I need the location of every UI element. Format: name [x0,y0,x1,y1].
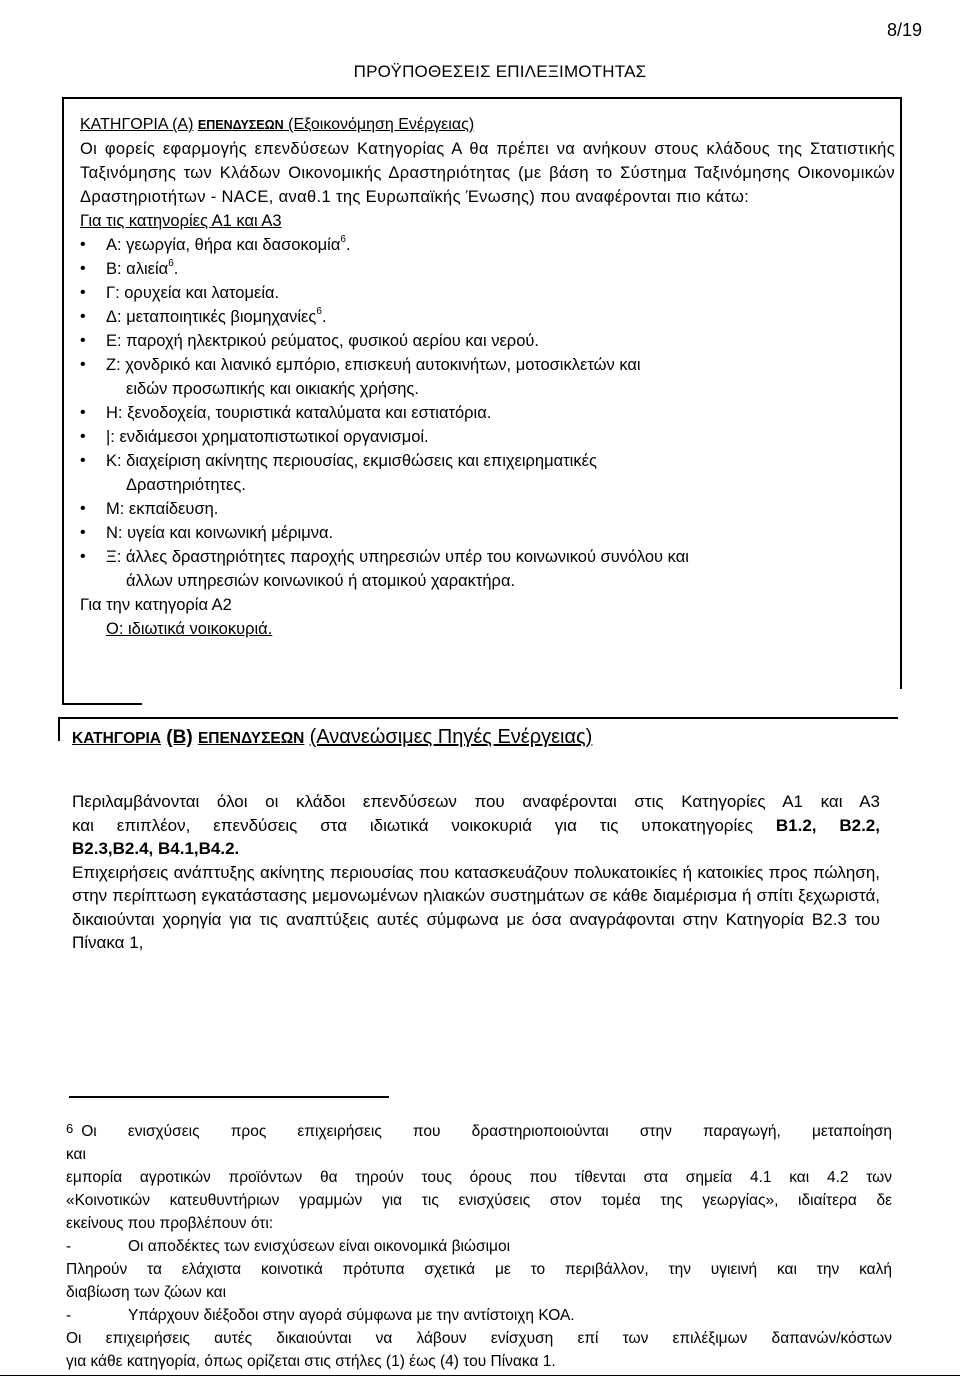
category-a-title-suffix: (Εξοικονόμηση Ενέργειας) [283,116,475,133]
footnote-line8: Οι επιχειρήσεις αυτές δικαιούνται να λάβουν ενίσχυση επί των επιλέξιμων δαπανών/κόστων [66,1330,892,1347]
nace-category-continuation: ειδών προσωπικής και οικιακής χρήσης. [126,380,419,398]
nace-category-end: . [321,308,327,326]
category-b-title-suffix: (Ανανεώσιμες Πηγές Ενέργειας) [309,726,593,748]
footnote-dash2-text: Υπάρχουν διέξοδοι στην αγορά σύμφωνα με την αντίστοιχη ΚΟΑ. [128,1307,575,1324]
nace-category-item [80,257,895,281]
nace-category-text: |: ενδιάμεσοι χρηματοπιστωτικοί οργανισμοί. [106,428,429,446]
category-b-frame-left [58,717,60,741]
nace-category-text: Α: γεωργία, θήρα και δασοκομία [106,236,341,254]
nace-category-item [80,353,895,401]
nace-category-item [80,401,895,425]
nace-category-list [80,233,895,593]
footnote-separator [69,1096,389,1098]
nace-category-text: Ζ: χονδρικό και λιανικό εμπόριο, επισκευή αυτοκινήτων, μοτοσικλετών και [106,356,641,374]
footnote-line4: «Κοινοτικών κατευθυντήριων γραμμών για τις ενισχύσεις στον τομέα της γεωργίας», ιδιαίτερα δε [66,1192,892,1209]
nace-category-item [80,449,895,497]
category-b-title-word2: ΕΠΕΝΔΥΣΕΩΝ [197,730,305,747]
category-b-p1-line1: Περιλαμβάνονται όλοι οι κλάδοι επενδύσεων που αναφέρονται στις Κατηγορίες Α1 και Α3 [72,792,880,811]
category-a-title [80,113,895,137]
nace-category-continuation: Δραστηριότητες. [126,476,246,494]
page-header: ΠΡΟΫΠΟΘΕΣΕΙΣ ΕΠΙΛΕΞΙΜΟΤΗΤΑΣ [353,62,647,81]
nace-category-item [80,425,895,449]
nace-category-item [80,545,895,593]
footnote-dash2 [66,1304,892,1327]
footnote-reference: 6 [340,233,346,245]
subhead-a1-a3: Για τις κατηνορίες Α1 και Α3 [80,212,282,230]
footnote-line1 [66,1120,892,1143]
footnote-marker: 6 [66,1121,74,1136]
footnote-line3: εμπορία αγροτικών προϊόντων θα τηρούν τους όρους που τίθενται στα σημεία 4.1 και 4.2 των [66,1169,892,1186]
footnote-reference: 6 [168,257,174,269]
category-b-body [72,790,880,955]
subhead-a2: Για την κατηγορία Α2 [80,596,232,614]
category-a-frame-left [62,97,64,705]
nace-category-text: Μ: εκπαίδευση. [106,500,219,518]
nace-category-text: Κ: διαχείριση ακίνητης περιουσίας, εκμισθώσεις και επιχειρηματικές [106,452,597,470]
nace-category-text: Β: αλιεία [106,260,169,278]
dash-mark: - [66,1307,72,1324]
category-b-p1-bold1: Β1.2, Β2.2, [775,815,880,835]
nace-category-item [80,521,895,545]
category-b-p2: Επιχειρήσεις ανάπτυξης ακίνητης περιουσίας που κατασκευάζουν πολυκατοικίες ή κατοικίες προς πώληση, στην περίπτωση εγκατάστασης μεμονωμένων ηλιακών συστημάτων σε κάθε διαμέρισμα ή σπίτι ξεχωριστά, δικαιούνται χορηγία για τις αναπτύξεις αυτές σύμφωνα με όσα αναγράφονται στην Κατηγορία Β2.3 του Πίνακα 1, [72,862,880,952]
category-b-title-word1: ΚΑΤΗΓΟΡΙΑ [72,730,161,747]
page-bottom-rule [0,1375,960,1376]
category-a-intro: Οι φορείς εφαρμογής επενδύσεων Κατηγορίας Α θα πρέπει να ανήκουν στους κλάδους της Στατιστικής Ταξινόμησης των Κλάδων Οικονομικής Δραστηριότητας (με βάση το Σύστημα Ταξινόμησης Οικονομικών Δραστηριοτήτων - NACE, αναθ.1 της Ευρωπαϊκής Ένωσης) που αναφέρονται πιο κάτω: [80,140,895,206]
page-number: 8/19 [886,20,922,40]
nace-category-item [80,305,895,329]
category-b-p1-line3 [72,837,880,861]
footnote-dash1-text: Οι αποδέκτες των ενισχύσεων είναι οικονομικά βιώσιμοι [128,1238,511,1255]
category-b-p1-line2 [72,814,880,838]
footnote-line7: διαβίωση των ζώων και [66,1284,227,1301]
nace-category-continuation: άλλων υπηρεσιών κοινωνικού ή ατομικού χαρακτήρα. [126,572,516,590]
category-b-p1-line2-text: και επιπλέον, επενδύσεις στα ιδιωτικά νοικοκυριά για τις υποκατηγορίες [72,815,776,835]
footnote-line9: για κάθε κατηγορία, όπως ορίζεται στις στήλες (1) έως (4) του Πίνακα 1. [66,1353,556,1370]
nace-category-item [80,233,895,257]
category-a-title-smallcaps: ΕΠΕΝΔΥΣΕΩΝ [197,118,284,132]
footnote-reference: 6 [316,305,322,317]
footnote [66,1120,892,1373]
a2-item-wrap [80,617,895,641]
category-b-p1-bold2: Β2.3,Β2.4, Β4.1,Β4.2. [72,839,240,858]
category-a-title-prefix: ΚΑΤΗΓΟΡΙΑ (Α) [80,116,194,133]
nace-category-text: Δ: μεταποιητικές βιομηχανίες [106,308,317,326]
nace-category-item [80,281,895,305]
footnote-line2: και [66,1146,86,1163]
nace-category-end: . [345,236,351,254]
category-a-frame-bottom [62,703,142,705]
a2-item: Ο: ιδιωτικά νοικοκυριά. [106,620,273,638]
category-b-frame-top [58,717,898,719]
footnote-line1-text: Οι ενισχύσεις προς επιχειρήσεις που δραστηριοποιούνται στην παραγωγή, μεταποίηση [81,1123,892,1140]
nace-category-item [80,329,895,353]
footnote-dash1 [66,1235,892,1258]
dash-mark: - [66,1238,72,1255]
category-a-section [80,113,895,641]
nace-category-end: . [173,260,179,278]
nace-category-text: Ε: παροχή ηλεκτρικού ρεύματος, φυσικού αερίου και νερού. [106,332,539,350]
footnote-line6: Πληρούν τα ελάχιστα κοινοτικά πρότυπα σχετικά με το περιβάλλον, την υγιεινή και την καλή [66,1261,892,1278]
nace-category-text: Ξ: άλλες δραστηριότητες παροχής υπηρεσιών υπέρ του κοινωνικού συνόλου και [106,548,689,566]
nace-category-text: Η: ξενοδοχεία, τουριστικά καταλύματα και εστιατόρια. [106,404,492,422]
category-b-title-letter: (Β) [166,727,193,748]
nace-category-text: Γ: ορυχεία και λατομεία. [106,284,280,302]
footnote-line5: εκείνους που προβλέπουν ότι: [66,1215,274,1232]
category-b-title [72,726,592,749]
nace-category-text: Ν: υγεία και κοινωνική μέριμνα. [106,524,334,542]
nace-category-item [80,497,895,521]
